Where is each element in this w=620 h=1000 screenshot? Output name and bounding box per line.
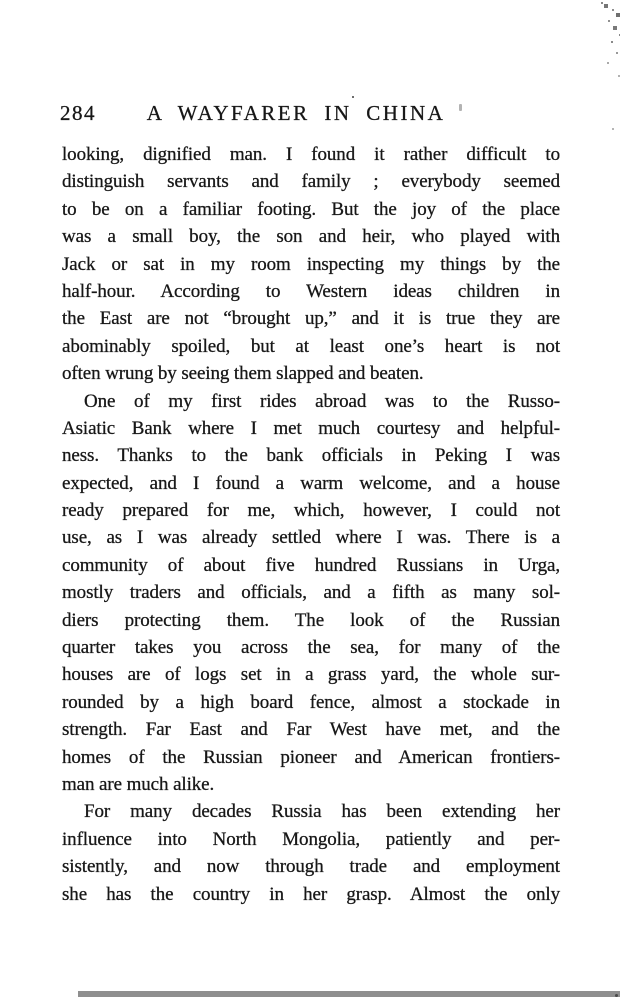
text-line: sistently, and now through trade and employment [62, 856, 560, 878]
text-line: Asiatic Bank where I met much courtesy and helpful- [62, 417, 560, 439]
text-line: For many decades Russia has been extending her [84, 801, 560, 823]
text-line: expected, and I found a warm welcome, and a house [62, 472, 560, 494]
text-line: homes of the Russian pioneer and American frontiers- [62, 746, 560, 768]
text-line: Jack or sat in my room inspecting my things by the [62, 253, 560, 275]
scan-speckles [0, 0, 2, 2]
text-line: she has the country in her grasp. Almost the only [62, 883, 560, 905]
text-line: One of my first rides abroad was to the Russo- [84, 390, 560, 412]
text-line: often wrung by seeing them slapped and beaten. [62, 363, 424, 385]
text-line: distinguish servants and family ; everybody seemed [62, 171, 560, 193]
text-line: houses are of logs set in a grass yard, the whole sur- [62, 664, 560, 686]
text-line: influence into North Mongolia, patiently and per- [62, 828, 560, 850]
page-number: 284 [60, 101, 96, 125]
text-line: rounded by a high board fence, almost a stockade in [62, 691, 560, 713]
text-line: use, as I was already settled where I was. There is a [62, 527, 560, 549]
text-line: ready prepared for me, which, however, I could not [62, 500, 560, 522]
text-line: was a small boy, the son and heir, who played with [62, 226, 560, 248]
text-line: to be on a familiar footing. But the joy of the place [62, 198, 560, 220]
scan-edge-bar [78, 991, 620, 997]
text-line: quarter takes you across the sea, for many of the [62, 637, 560, 659]
text-line: the East are not “brought up,” and it is true they are [62, 308, 560, 330]
scan-speck [615, 994, 618, 997]
text-line: looking, dignified man. I found it rather difficult to [62, 144, 560, 165]
scan-mark-icon [459, 104, 462, 111]
text-line: diers protecting them. The look of the Russian [62, 609, 560, 631]
running-title: A WAYFARER IN CHINA [146, 101, 446, 125]
text-line: ness. Thanks to the bank officials in Peking I was [62, 445, 560, 467]
text-line: community of about five hundred Russians in Urga, [62, 554, 560, 576]
text-line: abominably spoiled, but at least one’s heart is not [62, 335, 560, 357]
text-line: man are much alike. [62, 773, 215, 795]
text-line: strength. Far East and Far West have met, and the [62, 719, 560, 741]
text-line: mostly traders and officials, and a fifth as many sol- [62, 582, 560, 604]
body-text [62, 141, 560, 908]
text-line: half-hour. According to Western ideas children in [62, 280, 560, 302]
